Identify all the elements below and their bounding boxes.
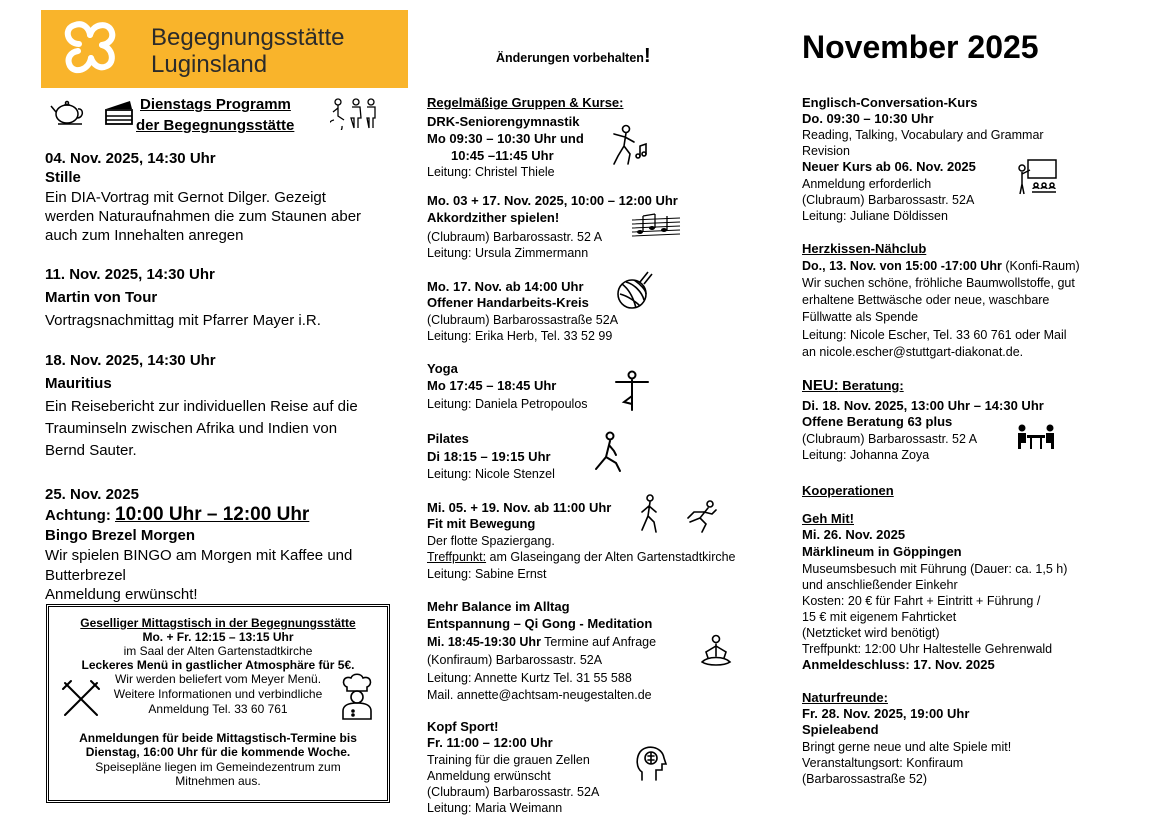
teacher-board-icon	[1016, 158, 1058, 196]
section-text: Veranstaltungsort: Konfiraum	[802, 756, 964, 770]
group-place: (Konfiraum) Barbarossastr. 52A	[427, 653, 603, 667]
group-title: Akkordzither spielen!	[427, 210, 560, 225]
course-title: Englisch-Conversation-Kurs	[802, 95, 978, 110]
group-lead: Leitung: Annette Kurtz Tel. 31 55 588	[427, 671, 632, 685]
group-time: Mo 09:30 – 10:30 Uhr und	[427, 131, 584, 146]
lunch-text: Weitere Informationen und verbindliche	[113, 687, 323, 701]
course-time: Do. 09:30 – 10:30 Uhr	[802, 111, 934, 126]
lunch-text: Speisepläne liegen im Gemeindezentrum zum	[95, 760, 341, 774]
group-lead: Leitung: Erika Herb, Tel. 33 52 99	[427, 329, 613, 343]
event-text: werden Naturaufnahmen die zum Staunen aber	[45, 208, 362, 225]
section-text: 15 € mit eigenem Fahrticket	[802, 610, 957, 624]
lunch-box	[46, 604, 390, 803]
group-mail: Mail. annette@achtsam-neugestalten.de	[427, 688, 652, 702]
lunch-text: Wir werden beliefert vom Meyer Menü.	[114, 672, 322, 686]
event-text: Butterbrezel	[45, 567, 126, 584]
section-text: erhaltene Bettwäsche oder neue, waschbare	[802, 293, 1050, 307]
group-time: Fr. 11:00 – 12:00 Uhr	[427, 735, 553, 750]
group-place: (Clubraum) Barbarossastraße 52A	[427, 313, 619, 327]
event-date: 25. Nov. 2025	[45, 486, 139, 503]
logo-line2: Luginsland	[151, 51, 268, 78]
section-subtitle: Offene Beratung 63 plus	[802, 414, 953, 429]
fork-knife-icon	[61, 679, 101, 719]
section-text: (Netzticket wird benötigt)	[802, 626, 940, 640]
event-text: Anmeldung erwünscht!	[45, 586, 198, 603]
chef-icon	[339, 673, 375, 721]
section-text: Füllwatte als Spende	[802, 310, 919, 324]
group-text: Der flotte Spaziergang.	[427, 534, 555, 548]
group-text: Anmeldung erwünscht	[427, 769, 551, 783]
course-text: Anmeldung erforderlich	[802, 177, 932, 191]
section-title: Herzkissen-Nähclub	[802, 241, 927, 256]
group-date: Mo. 17. Nov. ab 14:00 Uhr	[427, 279, 584, 294]
lunch-text: im Saal der Alten Gartenstadtkirche	[123, 644, 313, 658]
event-title: Stille	[45, 169, 81, 186]
logo-banner	[41, 10, 408, 88]
course-new: Neuer Kurs ab 06. Nov. 2025	[802, 159, 976, 174]
group-lead: Leitung: Sabine Ernst	[427, 567, 547, 581]
exclamation: !	[643, 45, 651, 67]
yarn-ball-icon	[614, 270, 654, 310]
group-title: Fit mit Bewegung	[427, 516, 536, 531]
section-time: Di. 18. Nov. 2025, 13:00 Uhr – 14:30 Uhr	[802, 398, 1044, 413]
event-date: 18. Nov. 2025, 14:30 Uhr	[45, 352, 216, 369]
group-lead: Leitung: Christel Thiele	[427, 165, 555, 179]
group-text: Training für die grauen Zellen	[427, 753, 590, 767]
section-date: Fr. 28. Nov. 2025, 19:00 Uhr	[802, 706, 970, 721]
lunch-text: Anmeldungen für beide Mittagstisch-Termine bis	[79, 731, 357, 745]
program-subtitle-line2: der Begegnungsstätte	[136, 117, 295, 134]
group-time: Mo 17:45 – 18:45 Uhr	[427, 378, 557, 393]
section-text: Leitung: Nicole Escher, Tel. 33 60 761 oder Mail	[802, 328, 1067, 342]
logo-text	[151, 24, 345, 78]
section-title: NEU: Beratung:	[802, 377, 904, 394]
group-meet: Treffpunkt: am Glaseingang der Alten Gartenstadtkirche	[427, 550, 736, 564]
group-title: Mehr Balance im Alltag	[427, 599, 570, 614]
group-date: Mo. 03 + 17. Nov. 2025, 10:00 – 12:00 Uhr	[427, 193, 678, 208]
section-title: Geh Mit!	[802, 511, 854, 526]
program-subtitle-line1: Dienstags Programm	[140, 96, 291, 113]
changes-reserved: Änderungen vorbehalten!	[496, 45, 651, 67]
section-title: Naturfreunde:	[802, 690, 888, 705]
event-text: Ein Reisebericht zur individuellen Reise auf die	[45, 398, 358, 415]
yoga-pose-icon	[612, 370, 652, 412]
course-text: Revision	[802, 144, 850, 158]
meditation-icon	[698, 634, 734, 668]
event-text: auch zum Innehalten anregen	[45, 227, 244, 244]
lunch-text: Leckeres Menü in gastlicher Atmosphäre für 5€.	[81, 658, 355, 672]
event-date: 04. Nov. 2025, 14:30 Uhr	[45, 150, 216, 167]
logo-line1: Begegnungsstätte	[151, 24, 345, 51]
lunch-text: Anmeldung Tel. 33 60 761	[148, 702, 288, 716]
group-subtitle: Entspannung – Qi Gong - Meditation	[427, 616, 653, 631]
people-icon	[330, 98, 378, 130]
event-text: Bernd Sauter.	[45, 442, 137, 459]
teapot-icon	[50, 96, 88, 128]
group-place: (Clubraum) Barbarossastr. 52A	[427, 785, 600, 799]
section-text: Museumsbesuch mit Führung (Dauer: ca. 1,5 h)	[802, 562, 1068, 576]
group-lead: Leitung: Nicole Stenzel	[427, 467, 555, 481]
group-lead: Leitung: Maria Weimann	[427, 801, 563, 815]
group-date: Mi. 05. + 19. Nov. ab 11:00 Uhr	[427, 500, 612, 515]
event-date: 11. Nov. 2025, 14:30 Uhr	[45, 266, 215, 283]
lunch-text: Dienstag, 16:00 Uhr für die kommende Woche.	[85, 745, 351, 759]
group-title: DRK-Seniorengymnastik	[427, 114, 580, 129]
section-place: (Clubraum) Barbarossastr. 52 A	[802, 432, 978, 446]
section-text: (Barbarossastraße 52)	[802, 772, 928, 786]
group-lead: Leitung: Ursula Zimmermann	[427, 246, 589, 260]
lunch-text: Mitnehmen aus.	[175, 774, 261, 788]
group-time: Di 18:15 – 19:15 Uhr	[427, 449, 551, 464]
section-text: an nicole.escher@stuttgart-diakonat.de.	[802, 345, 1024, 359]
attention-line: Achtung: 10:00 Uhr – 12:00 Uhr	[45, 504, 310, 525]
event-title: Bingo Brezel Morgen	[45, 527, 196, 544]
event-text: Ein DIA-Vortrag mit Gernot Dilger. Gezeigt	[45, 189, 326, 206]
event-title: Mauritius	[45, 375, 112, 392]
dancer-icon	[610, 124, 650, 168]
walker-icon	[636, 494, 664, 534]
section-time: Do., 13. Nov. von 15:00 -17:00 Uhr (Konfi-Raum)	[802, 259, 1080, 273]
event-text: Vortragsnachmittag mit Pfarrer Mayer i.R.	[45, 312, 321, 329]
group-time: Mi. 18:45-19:30 Uhr Termine auf Anfrage	[427, 635, 657, 649]
course-place: (Clubraum) Barbarossastr. 52A	[802, 193, 975, 207]
lunch-title: Geselliger Mittagstisch in der Begegnungsstätte	[80, 616, 356, 630]
section-subtitle: Spieleabend	[802, 722, 879, 737]
event-title: Martin von Tour	[45, 289, 158, 306]
section-text: Kosten: 20 € für Fahrt + Eintritt + Führung /	[802, 594, 1041, 608]
event-text: Wir spielen BINGO am Morgen mit Kaffee und	[45, 547, 353, 564]
group-lead: Leitung: Daniela Petropoulos	[427, 397, 588, 411]
consultation-icon	[1016, 424, 1056, 450]
section-text: Wir suchen schöne, fröhliche Baumwollstoffe, gut	[802, 276, 1075, 290]
runner-icon	[684, 500, 720, 534]
cake-icon	[104, 97, 134, 127]
event-text: Trauminseln zwischen Afrika und Indien von	[45, 420, 338, 437]
groups-heading: Regelmäßige Gruppen & Kurse:	[427, 95, 624, 110]
group-title: Yoga	[427, 361, 458, 376]
attention-time: 10:00 Uhr – 12:00 Uhr	[115, 504, 310, 525]
section-subtitle: Märklineum in Göppingen	[802, 544, 962, 559]
group-time: 10:45 –11:45 Uhr	[451, 148, 554, 163]
section-date: Mi. 26. Nov. 2025	[802, 527, 906, 542]
clover-icon	[57, 18, 123, 80]
group-title: Pilates	[427, 431, 469, 446]
group-title: Kopf Sport!	[427, 719, 499, 734]
section-lead: Leitung: Johanna Zoya	[802, 448, 930, 462]
course-text: Reading, Talking, Vocabulary and Grammar	[802, 128, 1044, 142]
brain-head-icon	[634, 744, 668, 782]
lunch-time: Mo. + Fr. 12:15 – 13:15 Uhr	[142, 630, 294, 644]
section-text: Bringt gerne neue und alte Spiele mit!	[802, 740, 1012, 754]
section-text: Treffpunkt: 12:00 Uhr Haltestelle Gehrenwald	[802, 642, 1053, 656]
month-title: November 2025	[802, 29, 1039, 65]
group-place: (Clubraum) Barbarossastr. 52 A	[427, 230, 603, 244]
group-title: Offener Handarbeits-Kreis	[427, 295, 589, 310]
course-lead: Leitung: Juliane Döldissen	[802, 209, 948, 223]
section-deadline: Anmeldeschluss: 17. Nov. 2025	[802, 657, 995, 672]
pilates-pose-icon	[592, 431, 624, 473]
music-notes-icon	[630, 212, 682, 240]
section-text: und anschließender Einkehr	[802, 578, 958, 592]
cooperations-heading: Kooperationen	[802, 483, 894, 498]
